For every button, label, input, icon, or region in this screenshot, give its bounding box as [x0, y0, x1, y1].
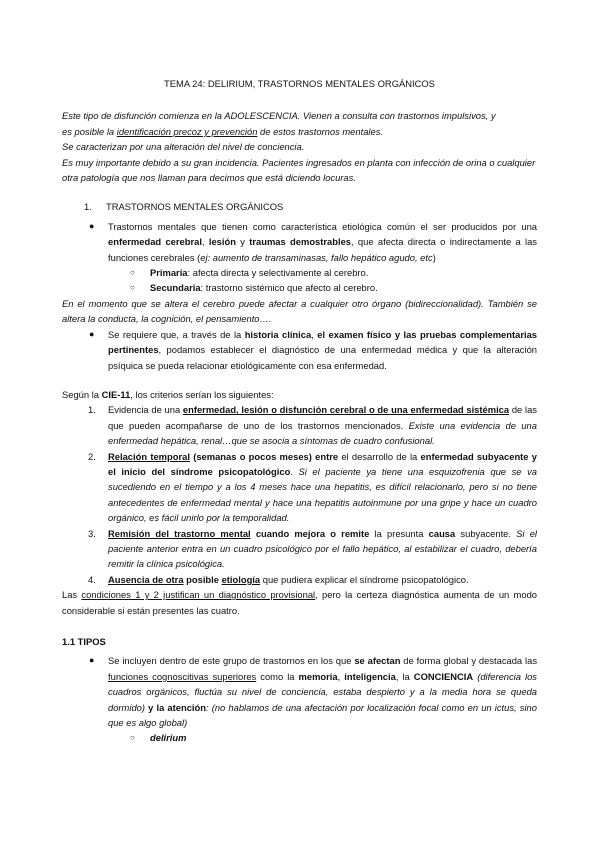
- sub-bullet-item: ○ Primaria: afecta directa y selectivamente al cerebro.: [62, 265, 537, 280]
- bullet-icon: ●: [89, 655, 95, 666]
- intro-line: Es muy importante debido a su gran incidencia. Pacientes ingresados en planta con infección de orina o cualquier otra patología que nos llaman para decimos que está diciendo locuras.: [62, 156, 536, 184]
- section-number: 1.: [84, 201, 92, 213]
- criteria-intro: Según la CIE-11, los criterios serían los siguientes:: [62, 388, 274, 400]
- bullet-icon: ●: [89, 328, 95, 339]
- item-number: 3.: [88, 527, 96, 539]
- item-number: 1.: [88, 404, 96, 416]
- criteria-item: 1. Evidencia de una enfermedad, lesión o disfunción cerebral o de una enfermedad sistémica de las que pueden acompañarse de uno de los trastornos mencionados. Existe una evidencia de una enfermedad hepática, renal…que se asocia a síntomas de cuadro confusional.: [88, 404, 537, 447]
- circle-bullet-icon: ○: [130, 268, 135, 278]
- criteria-item: 3. Remisión del trastorno mental cuando mejora o remite la presunta causa subyacente. Si el paciente anterior entra en un cuadro psicológico por el fallo hepático, al estabilizar el cuadro, debería remitir la clínica psicológica.: [88, 527, 537, 570]
- bullet-item: ● Se requiere que, a través de la historia clínica, el examen físico y las pruebas complementarias pertinentes, podamos establecer el diagnóstico de una enfermedad médica y que la alteración psíquica se pueda relacionar etiológicamente con esa enfermedad.: [89, 328, 537, 371]
- closing-paragraph: Las condiciones 1 y 2 justifican un diagnóstico provisional, pero la certeza diagnóstica aumenta de un modo considerable si están presentes las cuatro.: [62, 589, 537, 616]
- note-paragraph: En el momento que se altera el cerebro puede afectar a cualquier otro órgano (bidireccionalidad). También se altera la conducta, la cognición, el pensamiento….: [62, 297, 537, 325]
- intro-paragraph: [62, 108, 537, 185]
- bullet-item: ● Se incluyen dentro de este grupo de trastornos en los que se afectan de forma global y destacada las funciones cognoscitivas superiores como la memoria, inteligencia, la CONCIENCIA (diferencia los cuadros orgánicos, fluctúa su nivel de conciencia, estaba despierto y a la media hora se queda dormido) y la atención: (no hablamos de una afectación por localización focal como en un ictus, sino que es algo global): [89, 655, 538, 729]
- underlined-phrase: identificación precoz y prevención: [116, 125, 258, 137]
- criteria-item: 4. Ausencia de otra posible etiología que pudiera explicar el síndrome psicopatológico.: [62, 572, 537, 587]
- section-title: TRASTORNOS MENTALES ORGÁNICOS: [106, 201, 284, 213]
- circle-bullet-icon: ○: [130, 283, 135, 293]
- circle-bullet-icon: ○: [130, 733, 135, 743]
- bullet-item: ● Trastornos mentales que tienen como característica etiológica común el ser producidos por una enfermedad cerebral, lesión y traumas demostrables, que afecta directa o indirectamente a las funciones cerebrales (ej: aumento de transaminasas, fallo hepático agudo, etc): [89, 220, 537, 263]
- item-number: 4.: [88, 573, 96, 585]
- intro-line: Este tipo de disfunción comienza en la ADOLESCENCIA. Vienen a consulta con trastornos impulsivos, y: [62, 110, 496, 122]
- criteria-item: 2. Relación temporal (semanas o pocos meses) entre el desarrollo de la enfermedad subyacente y el inicio del síndrome psicopatológico. Si el paciente ya tiene una esquizofrenia que se va sucediendo en el tiempo y a los 4 meses hace una hepatitis, es difícil relacionarlo, pero si no tiene antecedentes de enfermedad mental y hace una hepatitis autoinmune por una gripe y hace un cuadro orgánico, es fácil unirlo por la temporalidad.: [88, 450, 537, 524]
- sub-bullet-item: ○ delirium: [62, 730, 537, 745]
- section-heading: [62, 199, 537, 214]
- document-title: TEMA 24: DELIRIUM, TRASTORNOS MENTALES ORGÁNICOS: [164, 78, 435, 89]
- bullet-icon: ●: [89, 220, 95, 231]
- sub-bullet-item: ○ Secundaria: trastorno sistémico que afecto al cerebro.: [62, 280, 537, 295]
- intro-line: es posible la identificación precoz y prevención de estos trastornos mentales.: [62, 125, 384, 137]
- item-number: 2.: [88, 450, 96, 462]
- intro-line: Se caracterizan por una alteración del nivel de conciencia.: [62, 141, 305, 153]
- subsection-heading: 1.1 TIPOS: [62, 636, 106, 647]
